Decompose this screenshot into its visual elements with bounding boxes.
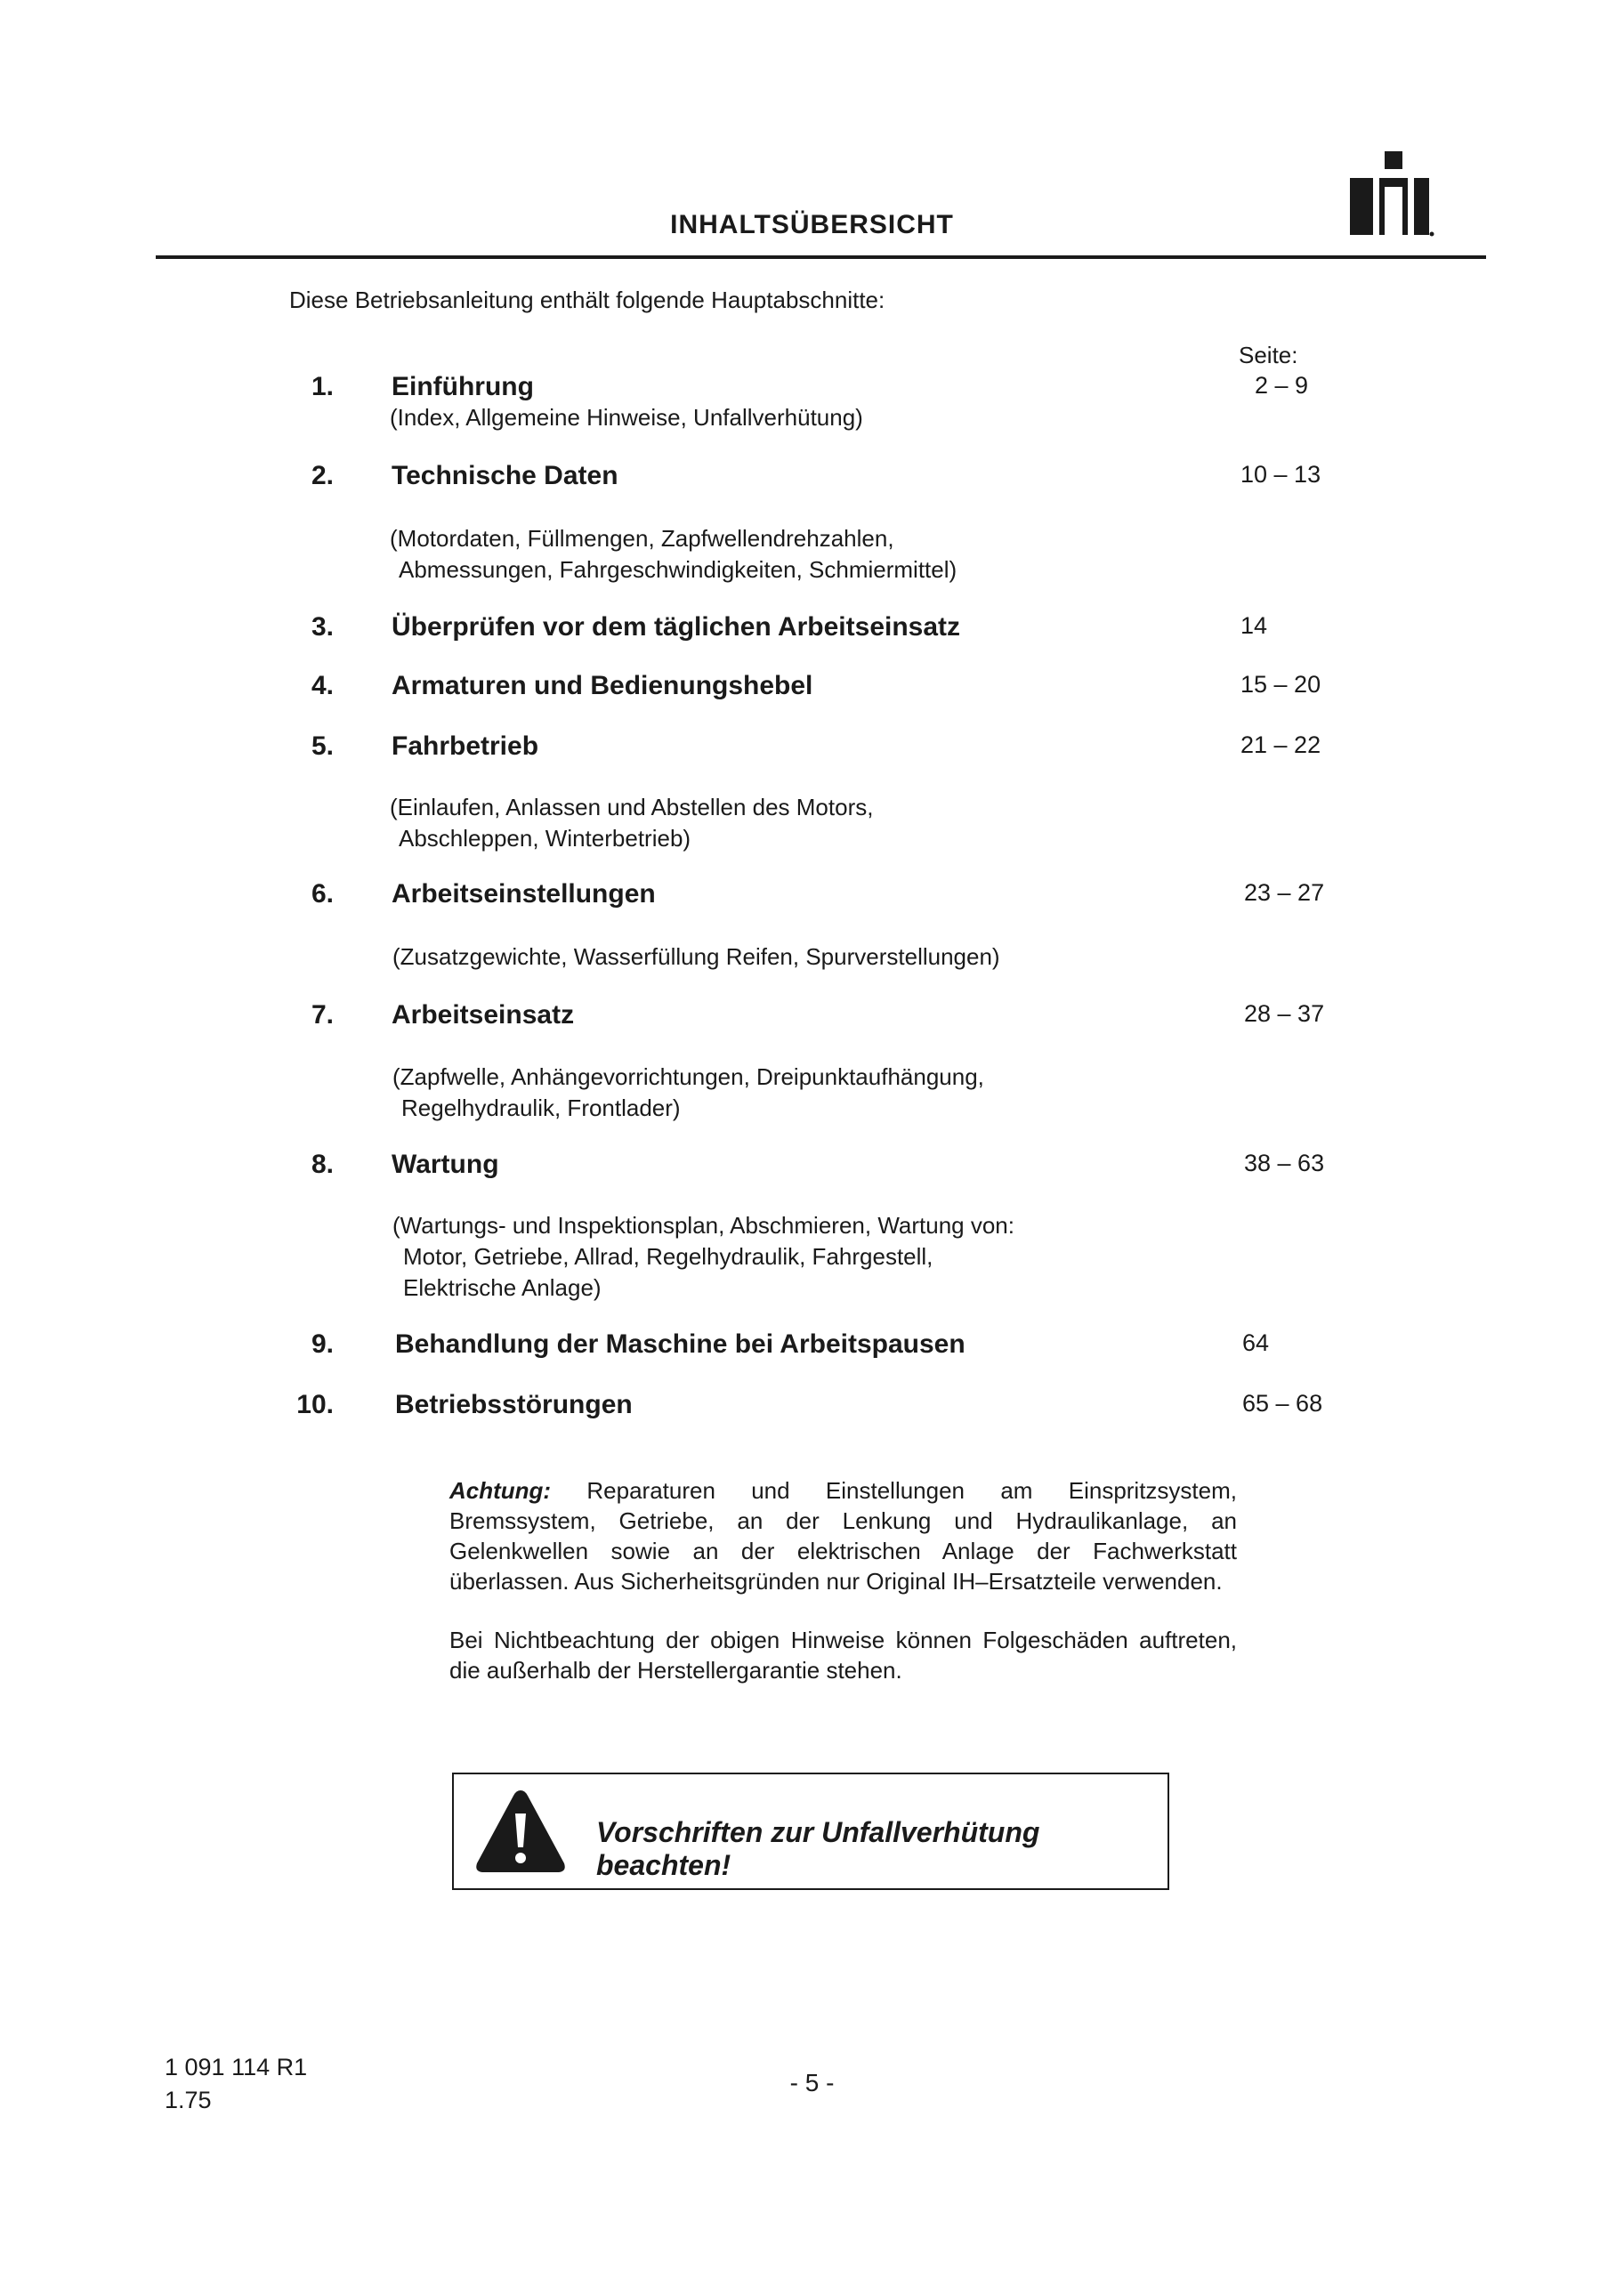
toc-number: 7.	[311, 1000, 334, 1030]
page-number: - 5 -	[789, 2069, 835, 2096]
toc-pages: 28 – 37	[1244, 1000, 1325, 1027]
toc-entry-8	[0, 1150, 1624, 1185]
caution-label: Achtung:	[449, 1477, 552, 1504]
document-code: 1 091 114 R1	[165, 2054, 308, 2080]
toc-title: Betriebsstörungen	[395, 1390, 633, 1419]
toc-subtitle-6	[392, 941, 1000, 973]
safety-warning-box	[452, 1773, 1169, 1890]
toc-pages: 15 – 20	[1240, 671, 1321, 698]
consequence-note: Bei Nichtbeachtung der obigen Hinweise können Folgeschäden auftreten, die außerhalb der Herstellergarantie stehen.	[449, 1627, 1237, 1684]
toc-subtitle-line: (Einlaufen, Anlassen und Abstellen des Motors,	[390, 794, 874, 820]
toc-entry-5	[0, 731, 1624, 767]
toc-number: 2.	[311, 461, 334, 490]
toc-number: 1.	[311, 372, 334, 401]
toc-subtitle-line: Abmessungen, Fahrgeschwindigkeiten, Schmiermittel)	[399, 556, 957, 583]
toc-pages: 23 – 27	[1244, 879, 1325, 906]
toc-number: 5.	[311, 731, 334, 761]
toc-title: Armaturen und Bedienungshebel	[392, 671, 813, 700]
ih-logo	[1345, 151, 1434, 240]
toc-subtitle-1	[390, 402, 863, 433]
toc-number: 4.	[311, 671, 334, 700]
toc-title: Technische Daten	[392, 461, 618, 490]
toc-subtitle-7	[392, 1062, 984, 1124]
toc-number: 8.	[311, 1150, 334, 1179]
header-rule	[156, 255, 1486, 259]
toc-pages: 10 – 13	[1240, 461, 1321, 488]
toc-title: Arbeitseinstellungen	[392, 879, 656, 909]
toc-subtitle-line: Regelhydraulik, Frontlader)	[401, 1095, 681, 1121]
toc-subtitle-5	[390, 792, 873, 854]
toc-subtitle-line: (Zusatzgewichte, Wasserfüllung Reifen, Spurverstellungen)	[392, 943, 1000, 970]
intro-text: Diese Betriebsanleitung enthält folgende Hauptabschnitte:	[289, 287, 885, 313]
toc-number: 9.	[311, 1329, 334, 1359]
toc-number: 10.	[296, 1390, 334, 1419]
toc-subtitle-line: (Index, Allgemeine Hinweise, Unfallverhütung)	[390, 404, 863, 431]
page-title: INHALTSÜBERSICHT	[670, 210, 954, 239]
toc-pages: 21 – 22	[1240, 731, 1321, 758]
toc-entry-4	[0, 671, 1624, 707]
toc-number: 3.	[311, 612, 334, 642]
toc-subtitle-line: (Wartungs- und Inspektionsplan, Abschmieren, Wartung von:	[392, 1212, 1014, 1239]
document-date: 1.75	[165, 2087, 212, 2113]
toc-subtitle-line: Abschleppen, Winterbetrieb)	[399, 825, 691, 852]
toc-subtitle-8	[392, 1210, 1014, 1304]
caution-text: Reparaturen und Einstellungen am Einspritzsystem, Bremssystem, Getriebe, an der Lenkung und Hydraulikanlage, an Gelenkwellen sowie an der elektrischen Anlage der Fachwerkstatt überlassen. Aus Sicherheitsgründen nur Original IH–Ersatzteile verwenden.	[449, 1477, 1237, 1595]
toc-title: Wartung	[392, 1150, 499, 1179]
toc-pages: 64	[1242, 1329, 1270, 1356]
toc-pages: 14	[1240, 612, 1268, 639]
toc-subtitle-line: (Zapfwelle, Anhängevorrichtungen, Dreipunktaufhängung,	[392, 1063, 984, 1090]
toc-number: 6.	[311, 879, 334, 909]
toc-entry-3	[0, 612, 1624, 648]
toc-entry-7	[0, 1000, 1624, 1036]
toc-subtitle-line: Motor, Getriebe, Allrad, Regelhydraulik, Fahrgestell,	[403, 1243, 933, 1270]
toc-subtitle-2	[390, 523, 957, 586]
page-column-label: Seite:	[1239, 342, 1298, 368]
caution-note	[449, 1475, 1237, 1596]
toc-title: Fahrbetrieb	[392, 731, 539, 761]
toc-pages: 38 – 63	[1244, 1150, 1325, 1176]
toc-title: Überprüfen vor dem täglichen Arbeitseinsatz	[392, 612, 961, 642]
toc-subtitle-line: (Motordaten, Füllmengen, Zapfwellendrehzahlen,	[390, 525, 894, 552]
toc-entry-2	[0, 461, 1624, 497]
toc-entry-6	[0, 879, 1624, 915]
warning-triangle-icon	[473, 1787, 568, 1876]
toc-entry-9	[0, 1329, 1624, 1365]
toc-entry-10	[0, 1390, 1624, 1426]
toc-pages: 2 – 9	[1255, 372, 1309, 399]
safety-warning-text: Vorschriften zur Unfallverhütung beachten!	[596, 1816, 1040, 1881]
toc-pages: 65 – 68	[1242, 1390, 1323, 1417]
toc-title: Arbeitseinsatz	[392, 1000, 575, 1030]
toc-title: Behandlung der Maschine bei Arbeitspausen	[395, 1329, 966, 1359]
toc-title: Einführung	[392, 372, 534, 401]
toc-subtitle-line: Elektrische Anlage)	[403, 1274, 602, 1301]
